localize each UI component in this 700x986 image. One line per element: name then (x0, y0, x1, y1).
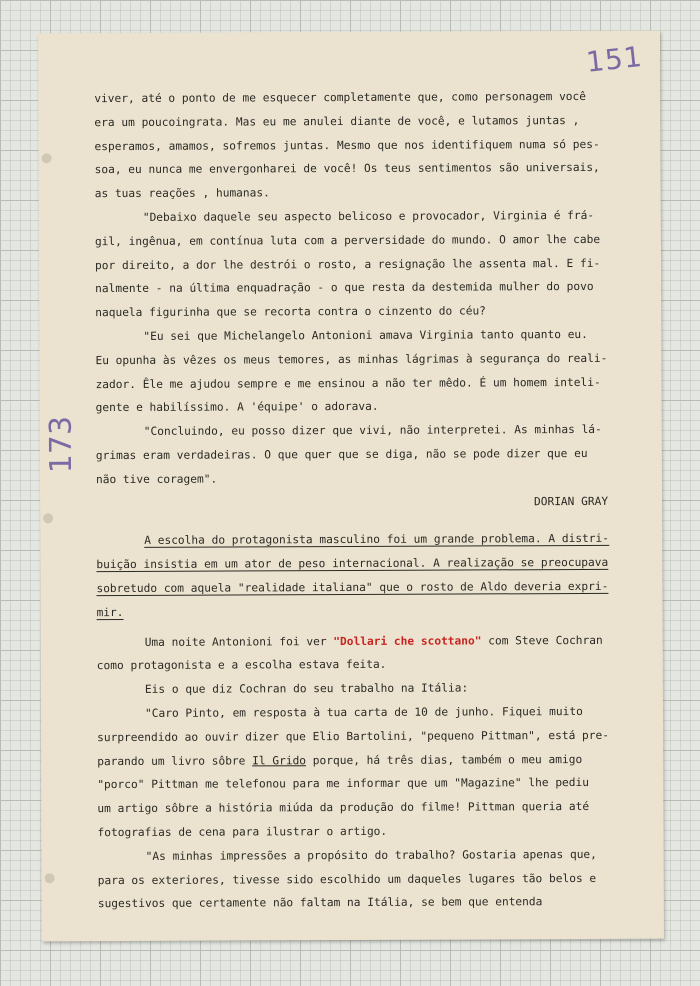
text-line-underlined: buição insistia em um ator de peso internacional. A realização se preocupava (96, 556, 609, 572)
text-line: era um poucoingrata. Mas eu me anulei diante de você, e lutamos juntas , (94, 113, 580, 129)
text-line: como protagonista e a escolha estava feita. (96, 658, 387, 673)
text-line: "As minhas impressões a propósito do trabalho? Gostaria apenas que, (145, 847, 597, 863)
text-line: "Debaixo daquele seu aspecto belicoso e provocador, Virginia é frá- (142, 208, 595, 224)
text-line: Eis o que diz Cochran do seu trabalho na Itália: (144, 681, 469, 697)
text-line: "Caro Pinto, em resposta à tua carta de 10 de junho. Fiquei muito (144, 704, 583, 720)
document-page (38, 31, 664, 942)
text-line: esperamos, amamos, sofremos juntas. Mesmo que nos identifiquem numa só pes- (94, 137, 600, 153)
punch-hole (42, 153, 52, 163)
text-line: naquela figurinha que se recorta contra o cinzento do céu? (95, 304, 486, 320)
typed-text-body (94, 85, 646, 916)
handwritten-page-number: 151 (584, 39, 644, 79)
text-line: sugestivos que certamente não faltam na Itália, se bem que entenda (97, 895, 543, 911)
text-line: Uma noite Antonioni foi ver "Dollari che scottano" com Steve Cochran (144, 633, 603, 649)
text-line: parando um livro sôbre Il Grido porque, há três dias, também o meu amigo (97, 752, 583, 768)
text-line: grimas eram verdadeiras. O que quer que se diga, não se pode dizer que eu (95, 446, 588, 463)
text-line: "Eu sei que Michelangelo Antonioni amava Virginia tanto quanto eu. (143, 327, 588, 343)
punch-hole (43, 513, 53, 523)
text-line: por direito, a dor lhe destrói o rosto, a resignação lhe assenta mal. E fi- (95, 256, 601, 272)
signature-dorian-gray: DORIAN GRAY (533, 494, 609, 508)
film-title-red: "Dollari che scottano" (333, 633, 482, 648)
text-line-underlined: sobretudo com aquela "realidade italiana" que o rosto de Aldo deveria expri- (96, 579, 609, 596)
text-line: nalmente - na última enquadração - o que resta da destemida mulher do povo (95, 280, 594, 296)
text-line: soa, eu nunca me envergonharei de você! Os teus sentimentos são universais, (94, 161, 600, 177)
film-title-underlined: Il Grido (252, 753, 307, 767)
text-line: as tuas reações , humanas. (94, 186, 270, 201)
text-line: fotografias de cena para ilustrar o artigo. (97, 824, 388, 840)
text-line: um artigo sôbre a história miúda da produção do filme! Pittman queria até (97, 800, 590, 816)
text-line: para os exteriores, tivesse sido escolhido um daqueles lugares tão belos e (97, 871, 597, 887)
text-line: Eu opunha às vêzes os meus temores, as minhas lágrimas à segurança do reali- (95, 351, 608, 367)
text-line: viver, até o ponto de me esquecer completamente que, como personagem você (94, 89, 587, 106)
punch-hole (45, 873, 55, 883)
text-line-underlined: mir. (96, 605, 124, 619)
text-line: gil, ingênua, em contínua luta com a perversidade do mundo. O amor lhe cabe (94, 232, 601, 248)
text-line: zador. Êle me ajudou sempre e me ensinou a não ter mêdo. É um homem inteli- (95, 375, 601, 391)
text-line: "Concluindo, eu posso dizer que vivi, não interpretei. As minhas lá- (143, 423, 602, 439)
text-line: gente e habilíssimo. A 'équipe' o adorava. (95, 400, 379, 415)
text-line-underlined: A escolha do protagonista masculino foi um grande problema. A distri- (144, 532, 610, 548)
text-line: não tive coragem". (95, 472, 218, 486)
handwritten-side-number: 173 (43, 415, 79, 474)
text-line: surpreendido ao ouvir dizer que Elio Bartolini, "pequeno Pittman", está pre- (97, 728, 610, 744)
text-line: "porco" Pittman me telefonou para me informar que um "Magazine" lhe pediu (97, 776, 590, 792)
